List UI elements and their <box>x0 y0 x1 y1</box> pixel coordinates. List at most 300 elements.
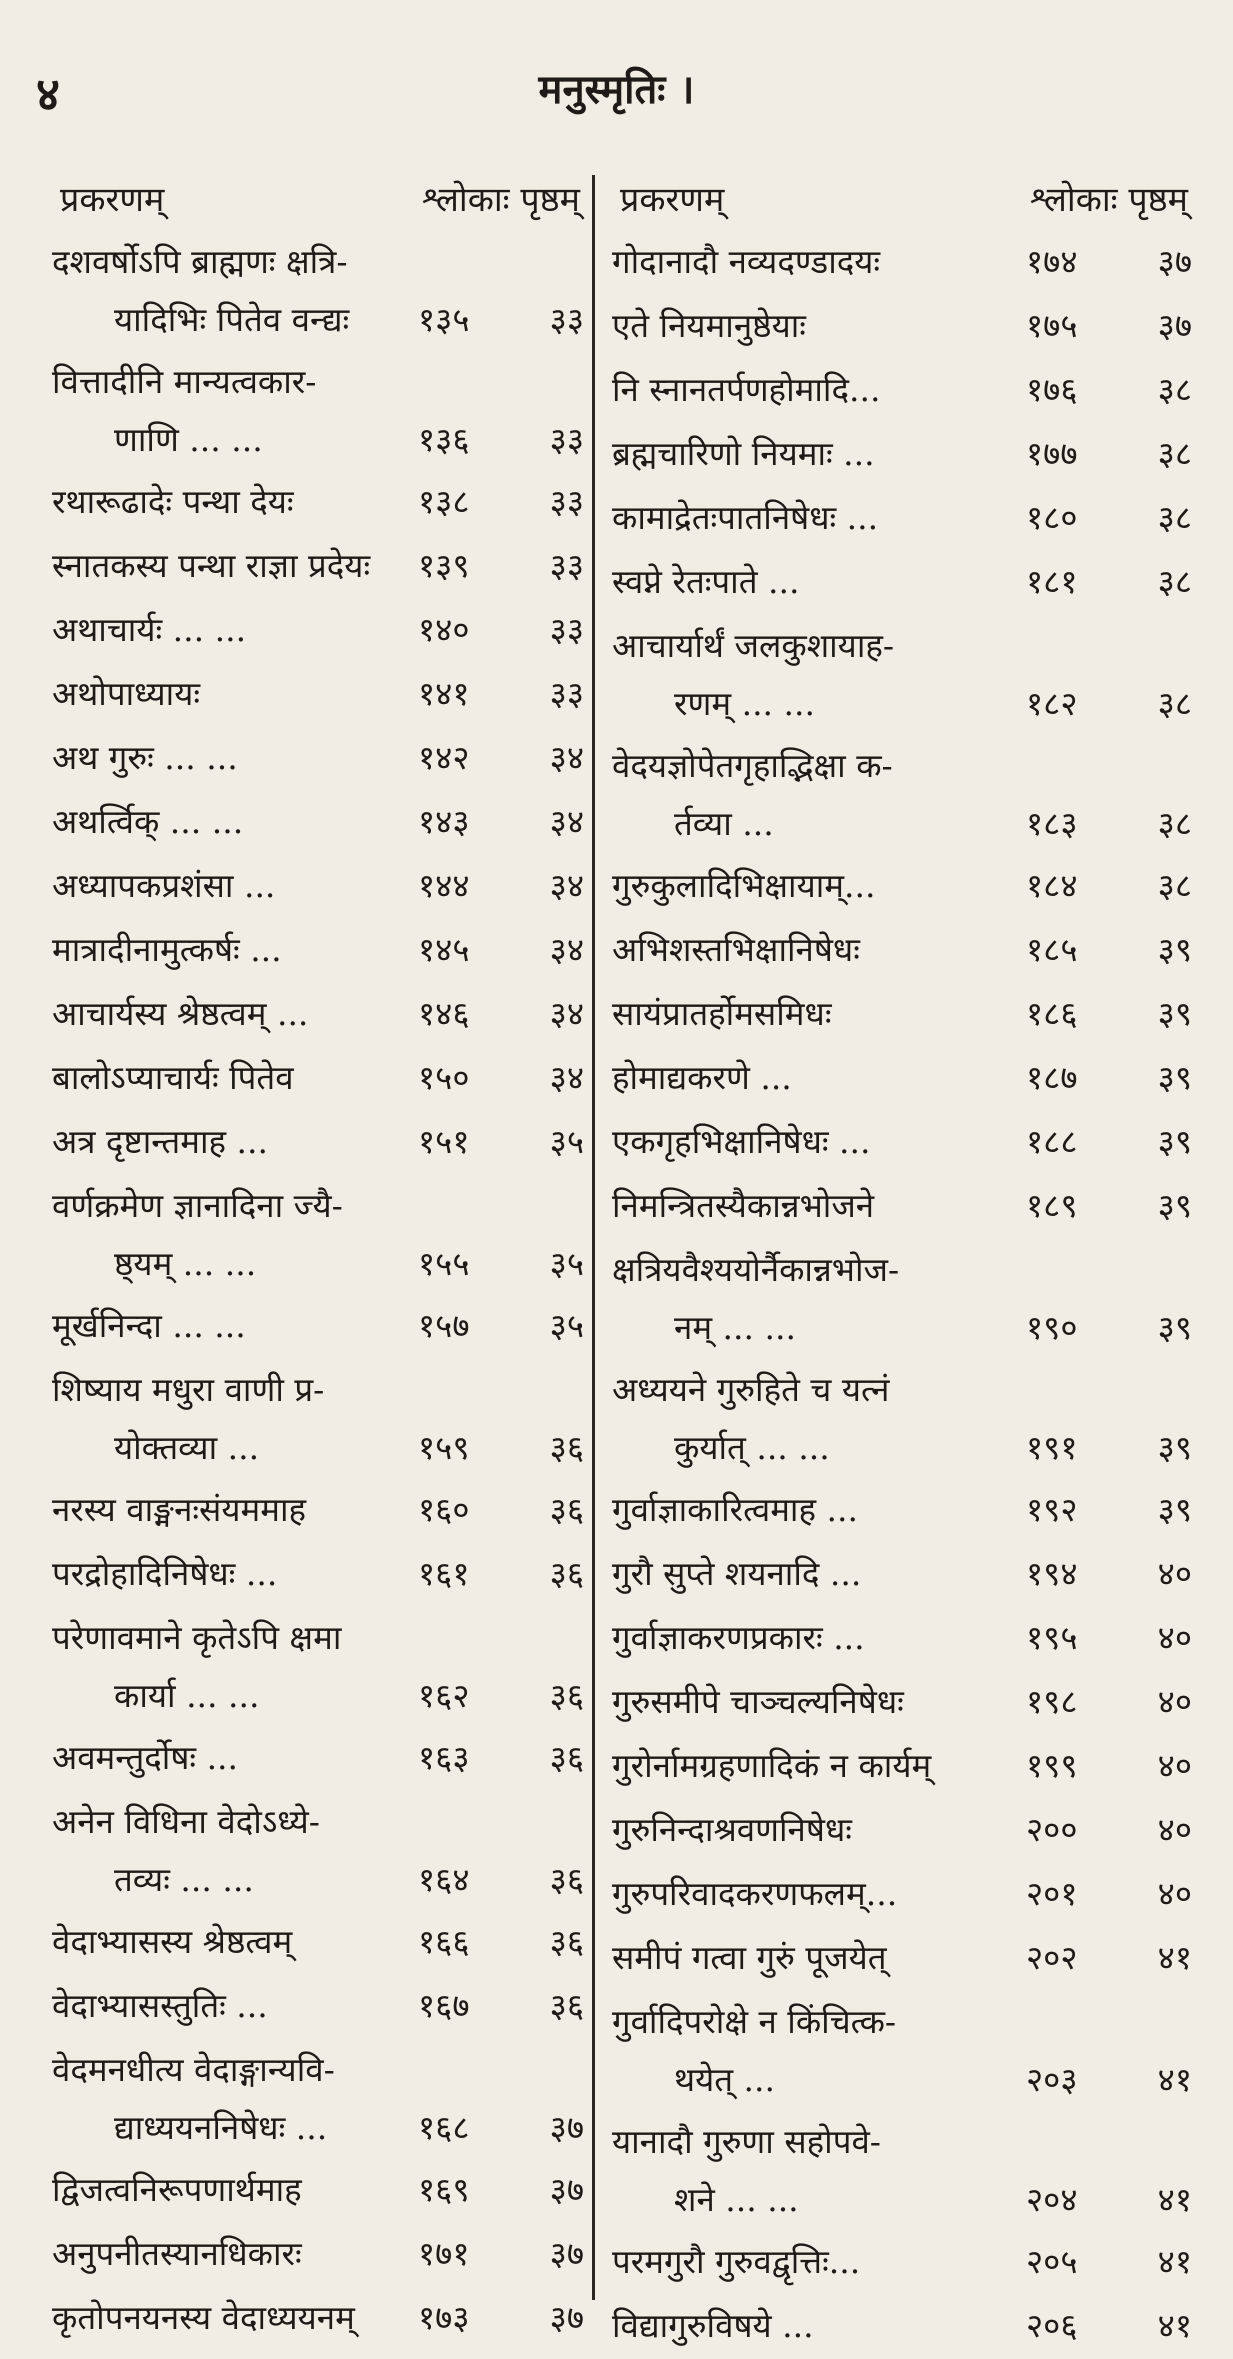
page-ref: ३६ <box>549 1554 584 1593</box>
entry-numbers <box>418 1977 584 2035</box>
shloka-number: १७६ <box>1026 370 1078 409</box>
entry-numbers <box>418 1113 584 1171</box>
shloka-number: १४६ <box>418 994 470 1033</box>
index-entry <box>612 737 1192 855</box>
index-entry <box>52 473 584 535</box>
entry-numbers <box>1026 1929 1192 1987</box>
entry-text: परमगुरौ गुरुवद्वृत्तिः... <box>612 2242 861 2281</box>
index-entry <box>52 1729 584 1791</box>
entry-topic-continued <box>52 1851 584 1909</box>
shloka-number: १४१ <box>418 674 470 713</box>
index-entry <box>612 297 1192 359</box>
entry-text: वेदाभ्यासस्य श्रेष्ठत्वम् <box>52 1922 293 1961</box>
right-entry-list <box>612 233 1192 2359</box>
entry-topic <box>612 617 1192 675</box>
entry-topic <box>52 2161 584 2219</box>
entry-numbers <box>1026 1865 1192 1923</box>
entry-text: अनुपनीतस्यानधिकारः <box>52 2234 302 2273</box>
entry-text: द्विजत्वनिरूपणार्थमाह <box>52 2170 302 2209</box>
entry-text: यादिभिः पितेव वन्द्यः <box>114 300 350 339</box>
page-ref: ३३ <box>549 610 584 649</box>
page-ref: ३६ <box>549 1490 584 1529</box>
page-ref: ३६ <box>549 1986 584 2025</box>
shloka-number: १९८ <box>1026 1682 1078 1721</box>
index-entry <box>52 1545 584 1607</box>
index-entry <box>612 1049 1192 1111</box>
index-entry <box>52 1177 584 1295</box>
page-ref: ३८ <box>1157 562 1192 601</box>
index-entry <box>52 2225 584 2287</box>
shloka-number: २०० <box>1026 1810 1078 1849</box>
page-ref: ३८ <box>1157 434 1192 473</box>
index-entry <box>612 489 1192 551</box>
page-ref: ४१ <box>1157 2306 1192 2345</box>
entry-text: अत्र दृष्टान्तमाह ... <box>52 1122 268 1161</box>
index-entry <box>52 353 584 471</box>
index-entry <box>612 1361 1192 1479</box>
entry-numbers <box>418 291 584 349</box>
shloka-number: १६२ <box>418 1676 470 1715</box>
entry-topic <box>52 665 584 723</box>
index-entry <box>52 857 584 919</box>
entry-numbers <box>1026 2171 1192 2229</box>
index-entry <box>612 1737 1192 1799</box>
page-ref: ३५ <box>549 1244 584 1283</box>
entry-topic-continued <box>52 1419 584 1477</box>
entry-topic <box>52 1113 584 1171</box>
entry-text: कृतोपनयनस्य वेदाध्ययनम् <box>52 2298 355 2337</box>
entry-topic <box>612 1737 1192 1795</box>
shloka-number: २०५ <box>1026 2242 1078 2281</box>
shloka-number: १५५ <box>418 1244 470 1283</box>
entry-numbers <box>1026 857 1192 915</box>
topic-header: प्रकरणम् <box>60 180 165 220</box>
entry-topic <box>612 1929 1192 1987</box>
index-entry <box>612 2113 1192 2231</box>
entry-topic <box>52 2289 584 2347</box>
index-entry <box>52 1977 584 2039</box>
page-ref: ३६ <box>549 1922 584 1961</box>
entry-topic <box>612 1177 1192 1235</box>
entry-topic <box>612 1361 1192 1419</box>
shloka-number: १६४ <box>418 1860 470 1899</box>
entry-topic <box>612 737 1192 795</box>
entry-topic-continued <box>52 291 584 349</box>
running-title: मनुस्मृतिः । <box>538 66 695 113</box>
shloka-number: १८६ <box>1026 994 1078 1033</box>
entry-topic <box>52 1297 584 1355</box>
entry-text: गुरुसमीपे चाञ्चल्यनिषेधः <box>612 1682 904 1721</box>
index-entry <box>612 921 1192 983</box>
entry-text: अध्ययने गुरुहिते च यत्नं <box>612 1370 890 1409</box>
entry-text: बालोऽप्याचार्यः पितेव <box>52 1058 294 1097</box>
entry-topic <box>612 857 1192 915</box>
entry-text: योक्तव्या ... <box>114 1428 260 1467</box>
entry-text: रथारूढादेः पन्था देयः <box>52 482 294 521</box>
index-entry <box>612 1993 1192 2111</box>
entry-numbers <box>1026 425 1192 483</box>
entry-text: गुर्वाज्ञाकारित्वमाह ... <box>612 1490 858 1529</box>
shloka-number: २०१ <box>1026 1874 1078 1913</box>
entry-topic-continued <box>612 2051 1192 2109</box>
shloka-number: १४५ <box>418 930 470 969</box>
shloka-number: २०२ <box>1026 1938 1078 1977</box>
index-entry <box>52 793 584 855</box>
index-entry <box>612 1545 1192 1607</box>
entry-text: गुरुनिन्दाश्रवणनिषेधः <box>612 1810 852 1849</box>
page-ref: ३९ <box>1157 1308 1192 1347</box>
entry-text: कार्या ... ... <box>114 1676 260 1715</box>
entry-topic <box>612 1865 1192 1923</box>
entry-text: अवमन्तुर्दोषः ... <box>52 1738 239 1777</box>
entry-text: नम् ... ... <box>674 1308 796 1347</box>
entry-numbers <box>1026 1049 1192 1107</box>
page-ref: ४० <box>1157 1618 1192 1657</box>
page-ref: ३९ <box>1157 1122 1192 1161</box>
shloka-number: १८७ <box>1026 1058 1078 1097</box>
entry-topic <box>612 297 1192 355</box>
entry-text: गुरुपरिवादकरणफलम्... <box>612 1874 898 1913</box>
entry-topic <box>612 1481 1192 1539</box>
entry-text: गुरौ सुप्ते शयनादि ... <box>612 1554 862 1593</box>
page-ref: ४१ <box>1157 2180 1192 2219</box>
index-entry <box>612 1801 1192 1863</box>
entry-text: दशवर्षोऽपि ब्राह्मणः क्षत्रि- <box>52 242 348 281</box>
entry-text: क्षत्रियवैश्ययोर्नैकान्नभोज- <box>612 1250 900 1289</box>
shloka-number: १४० <box>418 610 470 649</box>
entry-topic <box>612 2113 1192 2171</box>
shloka-number: १६० <box>418 1490 470 1529</box>
index-entry <box>52 2161 584 2223</box>
index-entry <box>612 2233 1192 2295</box>
shloka-number: १६६ <box>418 1922 470 1961</box>
index-entry <box>612 2297 1192 2359</box>
entry-topic <box>52 857 584 915</box>
entry-topic <box>52 1481 584 1539</box>
shloka-number: १७३ <box>418 2298 470 2337</box>
entry-text: आचार्यस्य श्रेष्ठत्वम् ... <box>52 994 309 1033</box>
shloka-number: १८५ <box>1026 930 1078 969</box>
page-ref: ३४ <box>549 994 584 1033</box>
index-entry <box>52 729 584 791</box>
shloka-page-header: श्लोकाः पृष्ठम् <box>1029 180 1188 220</box>
shloka-number: १६३ <box>418 1738 470 1777</box>
page-ref: ३९ <box>1157 1428 1192 1467</box>
entry-numbers <box>418 1667 584 1725</box>
entry-topic-continued <box>612 795 1192 853</box>
shloka-number: १८० <box>1026 498 1078 537</box>
topic-header: प्रकरणम् <box>620 180 725 220</box>
index-entry <box>52 1297 584 1359</box>
entry-numbers <box>418 2099 584 2157</box>
entry-topic-continued <box>612 1419 1192 1477</box>
index-entry <box>612 985 1192 1047</box>
entry-topic <box>612 233 1192 291</box>
page-ref: ३६ <box>549 1738 584 1777</box>
entry-text: गोदानादौ नव्यदण्डादयः <box>612 242 881 281</box>
entry-numbers <box>418 665 584 723</box>
entry-topic <box>612 425 1192 483</box>
entry-numbers <box>1026 1177 1192 1235</box>
page-ref: ३३ <box>549 300 584 339</box>
shloka-number: १५१ <box>418 1122 470 1161</box>
shloka-number: १५९ <box>418 1428 470 1467</box>
entry-topic <box>612 1673 1192 1731</box>
entry-text: अथाचार्यः ... ... <box>52 610 247 649</box>
entry-numbers <box>1026 1545 1192 1603</box>
index-entry <box>52 1049 584 1111</box>
page-ref: ३५ <box>549 1306 584 1345</box>
index-entry <box>612 617 1192 735</box>
page-ref: ३७ <box>549 2170 584 2209</box>
page-ref: ३३ <box>549 420 584 459</box>
entry-topic <box>612 1545 1192 1603</box>
entry-topic <box>52 1729 584 1787</box>
entry-text: कुर्यात् ... ... <box>674 1428 830 1467</box>
page-ref: ३८ <box>1157 866 1192 905</box>
shloka-number: १७१ <box>418 2234 470 2273</box>
shloka-number: १९१ <box>1026 1428 1078 1467</box>
entry-text: समीपं गत्वा गुरुं पूजयेत् <box>612 1938 887 1977</box>
entry-numbers <box>418 1851 584 1909</box>
entry-topic <box>612 361 1192 419</box>
page-ref: ३९ <box>1157 930 1192 969</box>
entry-numbers <box>418 537 584 595</box>
shloka-number: १९९ <box>1026 1746 1078 1785</box>
shloka-number: १८२ <box>1026 684 1078 723</box>
shloka-number: २०३ <box>1026 2060 1078 2099</box>
page-ref: ३३ <box>549 674 584 713</box>
entry-topic <box>612 985 1192 1043</box>
entry-text: अथोपाध्यायः <box>52 674 201 713</box>
index-entry <box>52 1913 584 1975</box>
page-ref: ४० <box>1157 1810 1192 1849</box>
entry-numbers <box>1026 2051 1192 2109</box>
page-ref: ३३ <box>549 482 584 521</box>
index-entry <box>612 1113 1192 1175</box>
entry-text: शिष्याय मधुरा वाणी प्र- <box>52 1370 325 1409</box>
index-entry <box>612 1241 1192 1359</box>
index-entry <box>612 361 1192 423</box>
entry-topic <box>612 1241 1192 1299</box>
index-entry <box>612 553 1192 615</box>
entry-text: अथ गुरुः ... ... <box>52 738 238 777</box>
entry-text: सायंप्रातर्होमसमिधः <box>612 994 832 1033</box>
entry-topic <box>612 489 1192 547</box>
page-ref: ३४ <box>549 802 584 841</box>
index-entry <box>612 1481 1192 1543</box>
left-column-header <box>52 165 584 231</box>
entry-text: स्नातकस्य पन्था राज्ञा प्रदेयः <box>52 546 371 585</box>
shloka-number: २०४ <box>1026 2180 1078 2219</box>
shloka-number: १३५ <box>418 300 470 339</box>
index-entry <box>52 233 584 351</box>
page-ref: ३७ <box>1157 306 1192 345</box>
entry-numbers <box>418 1545 584 1603</box>
index-entry <box>52 2041 584 2159</box>
entry-numbers <box>1026 1481 1192 1539</box>
entry-topic-continued <box>52 411 584 469</box>
page-ref: ३८ <box>1157 498 1192 537</box>
entry-numbers <box>418 793 584 851</box>
page-ref: ३९ <box>1157 994 1192 1033</box>
index-entry <box>612 1673 1192 1735</box>
shloka-number: २०६ <box>1026 2306 1078 2345</box>
shloka-page-header: श्लोकाः पृष्ठम् <box>421 180 580 220</box>
entry-topic <box>52 2041 584 2099</box>
entry-topic <box>52 1545 584 1603</box>
entry-text: नरस्य वाङ्मनःसंयममाह <box>52 1490 307 1529</box>
index-entry <box>52 1481 584 1543</box>
entry-text: वेदयज्ञोपेतगृहाद्भिक्षा क- <box>612 746 893 785</box>
entry-topic-continued <box>52 2099 584 2157</box>
entry-text: अध्यापकप्रशंसा ... <box>52 866 276 905</box>
entry-text: थयेत् ... <box>674 2060 775 2099</box>
page-ref: ३९ <box>1157 1490 1192 1529</box>
index-entry <box>612 857 1192 919</box>
entry-topic <box>612 553 1192 611</box>
entry-numbers <box>1026 297 1192 355</box>
index-entry <box>612 1609 1192 1671</box>
entry-numbers <box>1026 1113 1192 1171</box>
index-entry <box>52 985 584 1047</box>
index-entry <box>52 1793 584 1911</box>
entry-topic <box>52 1913 584 1971</box>
shloka-number: १८९ <box>1026 1186 1078 1225</box>
page-ref: ४० <box>1157 1554 1192 1593</box>
entry-text: एकगृहभिक्षानिषेधः ... <box>612 1122 871 1161</box>
page-ref: ३६ <box>549 1860 584 1899</box>
entry-topic <box>52 1049 584 1107</box>
entry-numbers <box>1026 1801 1192 1859</box>
entry-numbers <box>418 1297 584 1355</box>
entry-topic <box>52 793 584 851</box>
entry-topic-continued <box>52 1235 584 1293</box>
entry-numbers <box>1026 1299 1192 1357</box>
index-entry <box>52 537 584 599</box>
entry-numbers <box>418 2225 584 2283</box>
entry-numbers <box>418 1729 584 1787</box>
index-entry <box>52 2289 584 2351</box>
page-ref: ४१ <box>1157 1938 1192 1977</box>
entry-topic <box>52 2225 584 2283</box>
entry-numbers <box>1026 361 1192 419</box>
entry-topic <box>52 473 584 531</box>
page-ref: ३८ <box>1157 684 1192 723</box>
entry-numbers <box>1026 795 1192 853</box>
entry-text: ष्ठ्यम् ... ... <box>114 1244 257 1283</box>
entry-numbers <box>1026 1737 1192 1795</box>
page-ref: ३९ <box>1157 1058 1192 1097</box>
entry-topic <box>612 921 1192 979</box>
page-ref: ३७ <box>549 2298 584 2337</box>
entry-numbers <box>1026 2297 1192 2355</box>
index-entry <box>52 1609 584 1727</box>
entry-text: वेदाभ्यासस्तुतिः ... <box>52 1986 268 2025</box>
entry-numbers <box>1026 2233 1192 2291</box>
entry-topic <box>52 1361 584 1419</box>
entry-text: एते नियमानुष्ठेयाः <box>612 306 806 345</box>
entry-text: वेदमनधीत्य वेदाङ्गान्यवि- <box>52 2050 335 2089</box>
shloka-number: १७४ <box>1026 242 1078 281</box>
entry-text: गुर्वाज्ञाकरणप्रकारः ... <box>612 1618 865 1657</box>
entry-numbers <box>418 729 584 787</box>
entry-numbers <box>418 985 584 1043</box>
entry-numbers <box>1026 233 1192 291</box>
shloka-number: १९४ <box>1026 1554 1078 1593</box>
entry-text: नि स्नानतर्पणहोमादि... <box>612 370 881 409</box>
left-column <box>52 165 584 2351</box>
entry-topic <box>52 1793 584 1851</box>
entry-numbers <box>418 473 584 531</box>
shloka-number: १५७ <box>418 1306 470 1345</box>
page-ref: ३४ <box>549 1058 584 1097</box>
shloka-number: १४३ <box>418 802 470 841</box>
index-entry <box>52 665 584 727</box>
entry-topic-continued <box>612 675 1192 733</box>
entry-numbers <box>418 411 584 469</box>
entry-text: र्तव्या ... <box>674 804 774 843</box>
index-entry <box>52 921 584 983</box>
entry-numbers <box>418 921 584 979</box>
shloka-number: १६८ <box>418 2108 470 2147</box>
entry-text: गुर्वादिपरोक्षे न किंचित्क- <box>612 2002 897 2041</box>
shloka-number: १६९ <box>418 2170 470 2209</box>
entry-numbers <box>418 1419 584 1477</box>
entry-topic <box>52 1177 584 1235</box>
left-entry-list <box>52 233 584 2351</box>
page-number: ४ <box>36 67 60 121</box>
entry-text: मूर्खनिन्दा ... ... <box>52 1306 246 1345</box>
page-ref: ३९ <box>1157 1186 1192 1225</box>
shloka-number: १९५ <box>1026 1618 1078 1657</box>
entry-topic-continued <box>612 2171 1192 2229</box>
index-entry <box>612 1865 1192 1927</box>
index-entry <box>52 601 584 663</box>
page-ref: ३८ <box>1157 804 1192 843</box>
entry-text: वित्तादीनि मान्यत्वकार- <box>52 362 317 401</box>
index-entry <box>52 1113 584 1175</box>
entry-text: आचार्यार्थं जलकुशायाह- <box>612 626 895 665</box>
entry-text: णाणि ... ... <box>114 420 263 459</box>
shloka-number: १३९ <box>418 546 470 585</box>
entry-text: ब्रह्मचारिणो नियमाः ... <box>612 434 875 473</box>
shloka-number: १८८ <box>1026 1122 1078 1161</box>
shloka-number: १३६ <box>418 420 470 459</box>
shloka-number: १६७ <box>418 1986 470 2025</box>
column-divider <box>592 175 595 2300</box>
shloka-number: १७७ <box>1026 434 1078 473</box>
entry-text: शने ... ... <box>674 2180 799 2219</box>
page-ref: ४० <box>1157 1746 1192 1785</box>
entry-text: तव्यः ... ... <box>114 1860 254 1899</box>
index-entry <box>612 425 1192 487</box>
index-entry <box>612 1929 1192 1991</box>
entry-numbers <box>1026 489 1192 547</box>
shloka-number: १९० <box>1026 1308 1078 1347</box>
page-ref: ३७ <box>549 2108 584 2147</box>
page-ref: ३६ <box>549 1676 584 1715</box>
entry-numbers <box>1026 1419 1192 1477</box>
entry-text: होमाद्यकरणे ... <box>612 1058 792 1097</box>
entry-numbers <box>1026 675 1192 733</box>
entry-numbers <box>1026 1609 1192 1667</box>
entry-topic <box>612 1609 1192 1667</box>
entry-topic <box>52 537 584 595</box>
page-ref: ३८ <box>1157 370 1192 409</box>
entry-numbers <box>1026 553 1192 611</box>
entry-topic <box>612 1993 1192 2051</box>
